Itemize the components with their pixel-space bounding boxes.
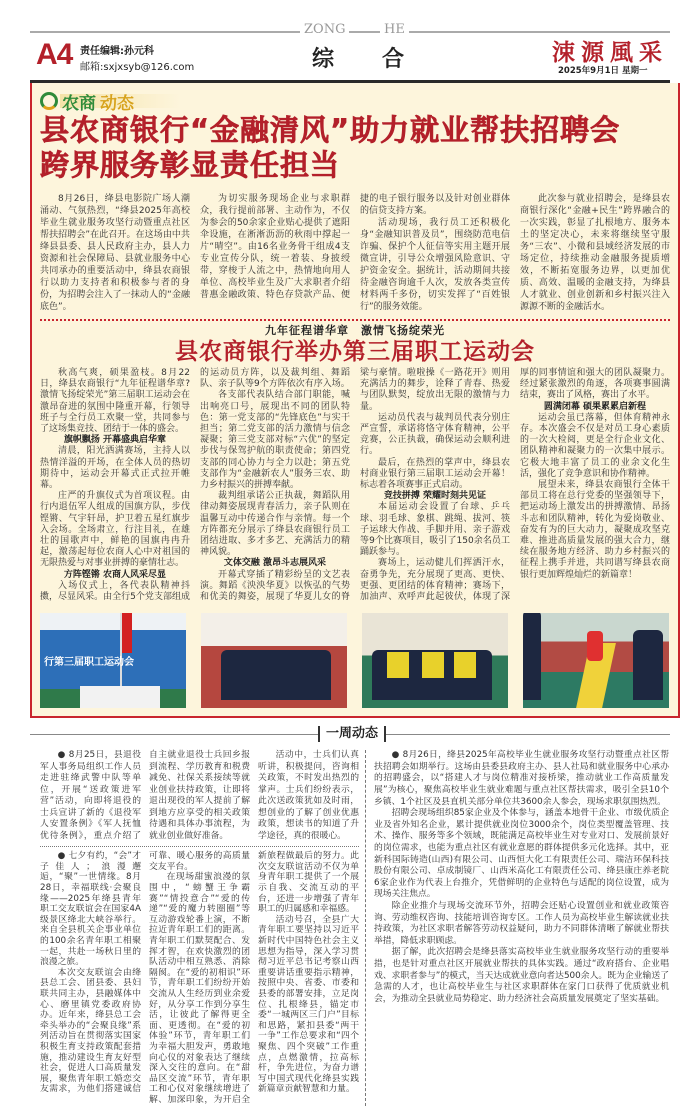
photo-flag-raising [40, 613, 186, 708]
subheading: 方阵铿锵 农商人风采尽显 [63, 569, 167, 580]
flag-icon [122, 613, 132, 653]
paragraph: 此次参与就业招聘会，是绛县农商银行深化“金融+民生”跨界融合的一次实践，彰显了扎根地方、服务本土的坚定决心，未来将继续坚守服务“三农”、小微和县域经济发展的市场定位，持续推动金融服务提质增效，不断拓宽服务边界，以更加优质、高效、温暖的金融支持，为绛县人才就业、创业创新和乡村振兴注入源源不断的金融活水。 [520, 194, 670, 312]
dotted-divider [40, 319, 670, 321]
paragraph: 入场仪式上，各代表队精神抖擞，尽显风采。由全行5个党支部组成的运动员方阵，以及裁判组、舞蹈队、亲子队等9个方阵依次有序入场。 [40, 368, 350, 603]
article-headline: 县农商银行举办第三届职工运动会 [175, 339, 535, 365]
paragraph: ● 8月25日，县退役军人事务局组织工作人员走进驻绛武警中队等单位，开展“送政策进军营”活动，向即将退役的士兵宣讲了新的《退役军人安置条例》《军人抚恤优待条例》，重点介绍了自主就业退役士兵回乡报到流程、学历教育和税费减免、社保关系接续等就业创业扶持政策，让即将退出现役的军人提前了解到地方应享受的相关政策待遇和具体办事流程，为就业创业做好准备。 [40, 750, 250, 841]
dashed-divider [365, 750, 366, 1105]
news-veterans [40, 750, 359, 842]
article-kicker: 九年征程谱华章 激情飞扬绽荣光 [265, 324, 445, 337]
subheading: 文体交融 激昂斗志展风采 [223, 558, 327, 569]
paragraph: 裁判组承诺公正执裁，舞蹈队用律动舞姿展现青春活力，亲子队则在温馨互动中传递合作与亲情。每一个方阵都充分展示了绛县农商银行员工团结进取、多才多艺、充满活力的精神风貌。 [200, 491, 350, 558]
subheading: 竞技拼搏 荣耀时刻共见证 [383, 491, 487, 502]
article-sports-meet [40, 368, 670, 603]
paragraph: 为切实服务现场企业与求职群众，我行提前部署、主动作为，不仅为参会的50余家企业贴心提供了遮阳伞设施，在淅淅沥沥的秋雨中撑起一片“晴空”。由16名业务骨干组成4支专业宣传分队，统一着装、身披绶带，穿梭于人流之中，热情地向用人单位、高校毕业生及广大求职者介绍普惠金融政策、特色存贷款产品、便捷的电子银行服务以及针对创业群体的信贷支持方案。 [200, 194, 510, 300]
paragraph: 活动号召，全县广大青年职工要坚持以习近平新时代中国特色社会主义思想为指导，深入学习贯彻习近平总书记考察山西重要讲话重要指示精神，按照中央、省委、市委和县委的部署安排，立足岗位、扎根绛县，锚定市委“一城两区三门户”目标和思路，紧扣县委“两干一争”工作总要求和“四个聚焦、四个突破”工作重点，点燃激情，拉高标杆，争先进位，为奋力谱写中国式现代化绛县实践新篇章贡献智慧和力量。 [258, 914, 359, 1095]
article-jobs-fair [40, 193, 670, 313]
news-jobs-fair [374, 750, 669, 1105]
vest [454, 652, 476, 678]
banner-text: 行第三届职工运动会 [44, 657, 134, 669]
weekly-left [40, 750, 365, 1105]
paragraph: ● 8月26日，绛县2025年高校毕业生就业服务攻坚行动暨重点社区帮扶招聘会如期举行。这场由县委县政府主办、县人社局和就业服务中心承办的招聘盛会，以“搭建人才与岗位精准对接桥梁，推动就业工作高质量发展”为核心，聚焦高校毕业生就业难题与重点社区帮扶需求，吸引全县10个乡镇、1个社区及县直机关部分单位共3600余人参会，现场求职氛围热烈。 [374, 750, 669, 807]
paragraph: 运动会虽已落幕，但体育精神永存。本次盛会不仅是对员工身心素质的一次大检阅，更是全行企业文化、团队精神和凝聚力的一次集中展示。它极大地丰富了员工的业余文化生活，强化了竞争意识和协作精神。 [520, 412, 670, 479]
spectator [523, 613, 541, 700]
photo-tug-of-war [201, 613, 347, 708]
paragraph: 据了解，此次招聘会是绛县落实高校毕业生就业服务攻坚行动的重要举措，也是针对重点社区开展就业帮扶的具体实践。通过“政府搭台、企业唱戏、求职者参与”的模式，当天达成就业意向者达500余人。既为企业输送了急需的人才，也让高校毕业生与社区求职群体在家门口获得了优质就业机会，为推动全县就业局势稳定、助力经济社会高质量发展奠定了坚实基础。 [374, 947, 669, 1004]
paragraph: 赛场上，运动健儿们挥洒汗水，奋勇争先，充分展现了更高、更快、更强、更团结的体育精神；赛场下，加油声、欢呼声此起彼伏，体现了深厚的同事情谊和强大的团队凝聚力。经过紧张激烈的角逐，各项赛事圆满结束，赛出了风格，赛出了水平。 [360, 368, 670, 603]
paragraph: 展望未来，绛县农商银行全体干部员工将在总行党委的坚强领导下，把运动场上激发出的拼搏激情、昂扬斗志和团队精神，转化为爱岗敬业、奋发有为的巨大动力，凝聚成攻坚克难、推进高质量发展的强大合力，继续在服务地方经济、助力乡村振兴的征程上携手并进，共同谱写绛县农商银行更加辉煌灿烂的新篇章！ [520, 480, 670, 580]
paragraph: 开幕式穿插了精彩纷呈的文艺表演。舞蹈《泱泱华夏》以恢弘的气势和优美的舞姿，展现了华夏儿女的脊梁与豪情。啦啦操《一路花开》则用充满活力的舞步，诠释了青春、热爱与团队默契，绽放出无限的激情与力量。 [200, 368, 510, 603]
logo-text-a: 农商 [62, 93, 96, 114]
paragraph: 除企业推介与现场交流环节外，招聘会还贴心设置创业和就业政策咨询、劳动维权咨询、技能培训咨询专区。工作人员为高校毕业生解读就业扶持政策，为社区求职者解答劳动权益疑问，助力不同群体清晰了解就业帮扶举措，降低求职顾虑。 [374, 900, 669, 946]
logo-text-b: 动态 [100, 93, 134, 114]
header-divider [30, 80, 670, 83]
paragraph: ● 七夕有约，“会”才子佳人；浪漫邂逅，“聚”一世情缘。8月28日，幸福联线·会聚良缘——2025年绛县青年职工交友联谊会在国家4A级景区绛北大峡谷举行。来自全县机关企事业单位的100余名青年职工相聚一起，共赴一场秋日里的浪漫之旅。 [40, 851, 141, 968]
paragraph: 在现场甜蜜浪漫的氛围中，“螃蟹王争霸赛”“情投意合”“爱的传递”“爱的魔力转圈圈”等互动游戏轮番上演，不断拉近青年职工们的距离。青年职工们默契配合、发挥才智，在欢快激烈的团队活动中相互熟悉、消除隔阂。在“爱的初相识”环节，青年职工们纷纷开始交流从人生经历到业余爱好，从分享工作到分享生活，让彼此了解得更全面、更透彻。在“爱的初体验”环节，青年职工们为幸福大胆发声，勇敢地向心仪的对象表达了继续深入交往的意向。在“甜品区交流”环节，青年职工和心仪对象继续增进了解、加深印象，为开启全新旅程做最后的努力。此次交友联谊活动不仅为单身青年职工提供了一个展示自我、交流互动的平台，还进一步增强了青年职工的归属感和幸福感。 [149, 851, 359, 1105]
header-rule [30, 31, 670, 33]
weekly-news [30, 750, 670, 1105]
page-number: A4 [36, 38, 73, 71]
paragraph: 庄严的升旗仪式为首项议程。由行内退伍军人组成的国旗方队，步伐铿锵、气宇轩昂，护卫着五星红旗步入会场。全场肃立，行注目礼，在雄壮的国歌声中，鲜艳的国旗冉冉升起，激荡起每位农商人心中对祖国的无限热爱与对事业拼搏的豪情壮志。 [40, 491, 190, 569]
subheading: 旗帜飘扬 开幕盛典启华章 [63, 435, 167, 446]
paragraph: 8月26日，绛县电影院广场人潮涌动、气氛热烈，“绛县2025年高校毕业生就业服务攻坚行动暨重点社区帮扶招聘会”在此召开。在这场由中共绛县县委、县人民政府主办，县人力资源和社会保障局、县就业服务中心共同承办的重要活动中，绛县农商银行以助力支持者和积极参与者的身份，为招聘会注入了一抹动人的“金融底色”。 [40, 194, 190, 312]
vest [422, 652, 444, 678]
section-title: 综合 [312, 46, 453, 72]
section-pinyin-right: HE [380, 22, 409, 37]
headline-line-1: 县农商银行“金融清风”助力就业帮扶招聘会 [40, 113, 621, 147]
page-header [30, 0, 670, 83]
issue-date: 2025年9月1日 星期一 [558, 66, 648, 76]
team-group [221, 650, 331, 700]
weekly-section-label: 一周动态 [318, 726, 386, 742]
headline-line-2: 跨界服务彰显责任担当 [40, 148, 341, 182]
paragraph: 秋高气爽，硕果盈枝。8月22日，绛县农商银行“九年征程谱华章?激情飞扬绽荣光”第三届职工运动会在激昂奋进的氛围中隆重开幕，行领导班子与全行员工欢聚一堂，共同参与了这场集竞技、团结于一体的盛会。 [40, 368, 190, 435]
photo-participants [362, 613, 508, 708]
paragraph: 本届运动会设置了台球、乒乓球、羽毛球、象棋、跳绳、拔河、筷子运球大作战、手脚并用、亲子游戏等9个比赛项目，吸引了150余名员工踊跃参与。 [360, 502, 510, 558]
paragraph: 各支部代表队结合部门职能，喊出响亮口号，展现出不同的团队特色：第一党支部的“先锋底色”与实干担当；第二党支部的活力激情与信念凝聚；第三党支部对标“六优”的坚定步伐与保驾护航的职责使命；第四党支部的同心协力与全力以赴；第五党支部作为“金融新农人”服务三农、助力乡村振兴的拼搏奉献。 [200, 390, 350, 491]
paragraph: 活动现场，我行员工还积极化身“金融知识普及员”，围绕防范电信诈骗、保护个人征信等实用主题开展微宣讲，引导公众增强风险意识、守护资金安全。据统计，活动期间共接待金融咨询逾千人次，发放各类宣传材料两千多份，切实发挥了“百姓银行”的服务效能。 [360, 218, 510, 312]
bank-logo-icon [40, 92, 58, 110]
paragraph: 招聘会现场组织85家企业及个体参与，涵盖本地骨干企业、市级优质企业及省外知名企业，累计提供就业岗位3000余个，岗位类型覆盖管理、技术、操作、服务等多个领域，既能满足高校毕业生对专业对口、发展前景好的岗位需求，也能为重点社区有就业意愿的群体提供多元化选择。其中，亚新科国际铸造(山西)有限公司、山西恒大化工有限责任公司、瑞洁环保科技股份有限公司、卓成制镜厂、山西米高化工有限责任公司、绛县康庄养老院6家企业作为代表上台推介，凭借鲜明的企业特色与适配的岗位设置，成为现场关注焦点。 [374, 808, 669, 900]
stage [80, 686, 160, 708]
photo-row [40, 613, 670, 708]
column-logo [40, 89, 670, 113]
news-matchmaking [40, 851, 359, 1105]
paragraph: 活动中，士兵们认真听讲，积极提问，咨询相关政策，不时发出热烈的掌声。士兵们纷纷表示，此次送政策犹如及时雨，想创业的了解了创业优惠政策，想读书的知道了升学途径，真的很暖心。 [258, 750, 359, 841]
paragraph: 清晨，阳光洒满赛场，主持人以热情洋溢的开场，在全体人员的热切期待中，运动会开幕式正式拉开帷幕。 [40, 446, 190, 491]
spectator [633, 630, 663, 700]
paper-name: 涑源風采 [552, 39, 668, 66]
paragraph: 最后，在热烈的掌声中，绛县农村商业银行第三届职工运动会开幕！标志着各项赛事正式启动。 [360, 457, 510, 491]
section-pinyin-left: ZONG [300, 22, 349, 37]
editor-email: 邮箱:sxjxsyb@126.com [80, 62, 195, 73]
player [587, 631, 603, 661]
paragraph: 本次交友联谊会由绛县总工会、团县委、县妇联共同主办，县融媒体中心、磨里镇党委政府协办。近年来，绛县总工会牵头举办的“会聚良缘”系列活动旨在贯彻落实国家积极生育支持政策配套措施，推动建设生育友好型社会，促进人口高质量发展，聚焦青年职工婚恋交友需求，为他们搭建诚信可靠、暖心服务的高质量交友平台。 [40, 851, 250, 1095]
subheading: 圆满闭幕 硕果累累启新程 [543, 401, 647, 412]
paragraph: 运动员代表与裁判员代表分别庄严宣誓，承诺将恪守体育精神，公平竞赛，公正执裁，确保运动会顺利进行。 [360, 412, 510, 457]
weekly-header [30, 724, 670, 746]
vest [387, 652, 409, 678]
dotted-divider [40, 846, 359, 847]
photo-game [523, 613, 669, 708]
editor-credit: 责任编辑:孙元科 [80, 46, 154, 57]
feature-box [30, 83, 680, 718]
